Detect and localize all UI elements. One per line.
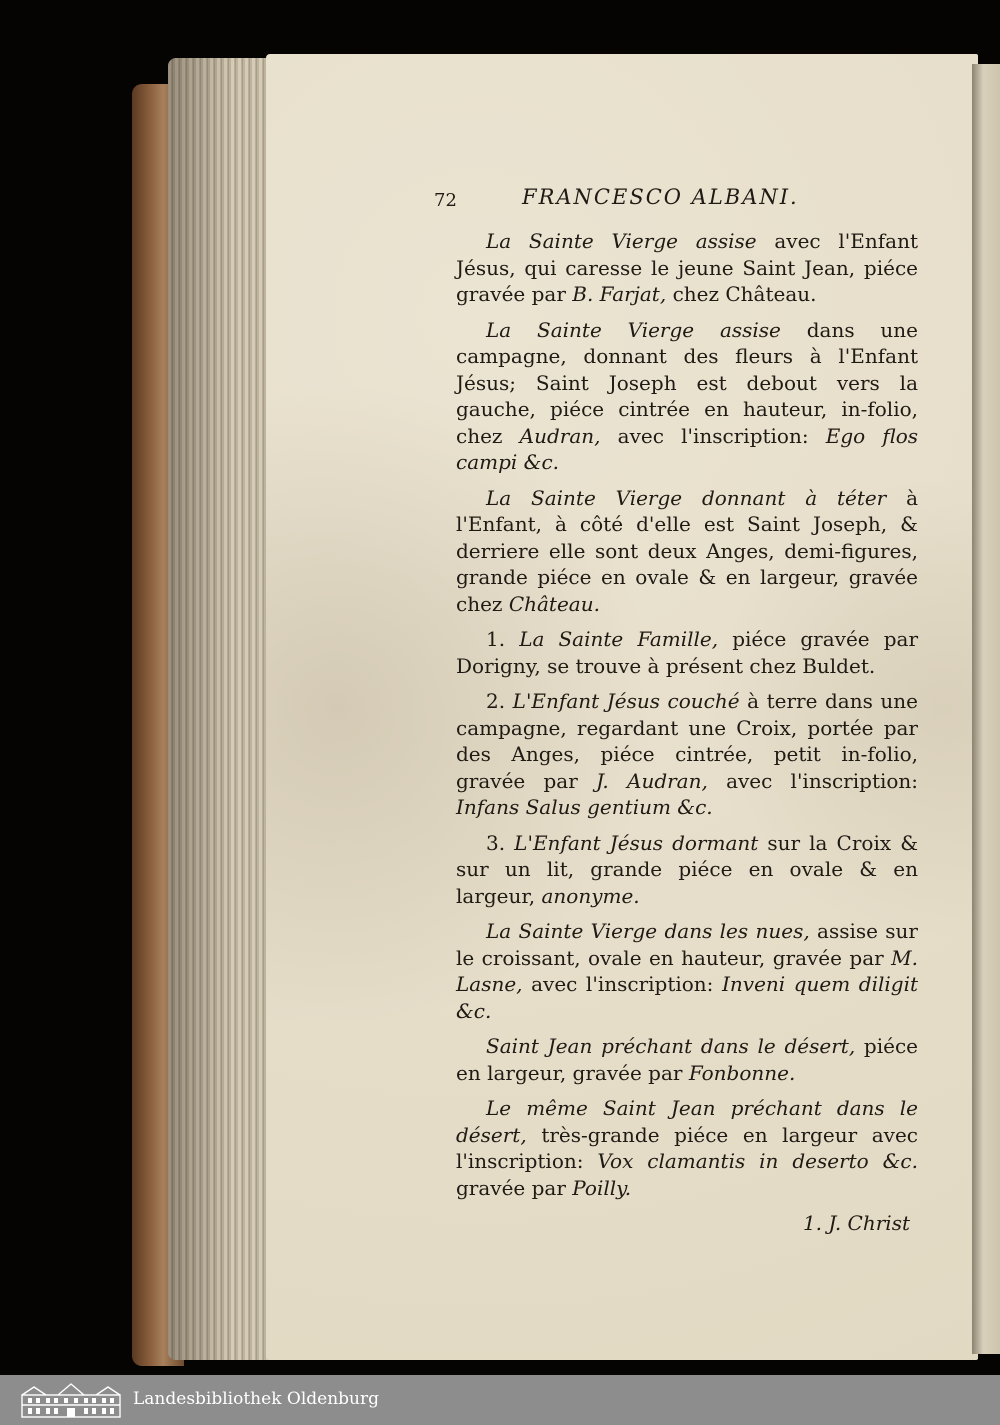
catalog-entry — [456, 317, 918, 476]
library-footer — [0, 1375, 1000, 1425]
entry-title: La Sainte Vierge donnant à téter — [486, 485, 887, 510]
entry-engraver: J. Audran, — [595, 768, 708, 793]
entry-text: piéce en largeur, gravée par — [456, 1034, 918, 1085]
entry-title: La Sainte Famille, — [519, 627, 719, 651]
entry-title: La Sainte Vierge assise — [486, 229, 757, 253]
entry-tail: gravée par — [456, 1175, 566, 1200]
catalog-entry — [456, 228, 918, 308]
entry-inscription: Inveni quem diligit &c. — [456, 972, 919, 1023]
running-title: FRANCESCO ALBANI. — [522, 185, 799, 209]
entry-text: à l'Enfant, à côté d'elle est Saint Joseph, & derriere elle sont deux Anges, demi-figures, grande piéce en ovale & en largeur, gravée chez — [456, 485, 919, 616]
library-name: Landesbibliothek Oldenburg — [133, 1389, 380, 1409]
page-edges-shadow — [168, 58, 276, 1360]
entry-engraver: anonyme. — [541, 883, 640, 908]
entry-title: La Sainte Vierge assise — [486, 317, 781, 342]
entry-text: sur la Croix & sur un lit, grande piéce en ovale & en largeur, — [456, 830, 918, 908]
entry-number: 3. — [486, 830, 506, 855]
catalog-entry — [456, 918, 918, 1024]
page-header — [434, 180, 918, 211]
entry-engraver: Poilly. — [572, 1175, 632, 1200]
library-building-icon — [20, 1381, 122, 1419]
entry-engraver: Fonbonne. — [688, 1060, 796, 1085]
entry-number: 1. — [486, 627, 506, 651]
entry-title: L'Enfant Jésus couché — [512, 689, 740, 713]
entry-inscription: Vox clamantis in deserto &c. — [597, 1149, 918, 1173]
entry-text: très-grande piéce en largeur avec l'inscription: — [456, 1122, 919, 1173]
entry-text: à terre dans une campagne, regardant une Croix, portée par des Anges, piéce cintrée, petit in-folio, gravée par — [456, 689, 919, 793]
entry-tail: avec l'inscription: — [531, 972, 714, 996]
catchword: 1. J. Christ — [802, 1211, 910, 1235]
entry-number: 2. — [486, 689, 506, 713]
entry-inscription: Ego flos campi &c. — [456, 423, 919, 474]
entry-engraver: M. Lasne, — [456, 945, 918, 996]
entry-title: Saint Jean préchant dans le désert, — [486, 1034, 856, 1058]
entry-title: La Sainte Vierge dans les nues, — [486, 919, 810, 943]
entry-text: dans une campagne, donnant des fleurs à l'Enfant Jésus; Saint Joseph est debout vers la gauche, piéce cintrée en hauteur, in-folio, chez — [456, 317, 919, 448]
catalog-entry — [456, 1095, 918, 1201]
entry-title: Le même Saint Jean préchant dans le désert, — [456, 1096, 918, 1147]
entry-tail: chez Château. — [672, 282, 817, 306]
facing-page-edge — [972, 64, 1000, 1354]
entry-engraver: B. Farjat, — [572, 282, 667, 306]
entry-text: piéce gravée par Dorigny, se trouve à présent chez Buldet. — [456, 627, 918, 678]
page-number: 72 — [434, 190, 457, 211]
entry-tail: avec l'inscription: — [726, 768, 919, 793]
entry-title: L'Enfant Jésus dormant — [514, 830, 759, 855]
catalog-entry — [456, 830, 918, 910]
entry-tail: avec l'inscription: — [617, 423, 809, 448]
catalog-entry — [456, 626, 918, 679]
entry-text: assise sur le croissant, ovale en hauteur, gravée par — [456, 919, 918, 970]
entry-engraver: Audran, — [519, 423, 601, 448]
catalog-entry — [456, 485, 918, 618]
entry-text: avec l'Enfant Jésus, qui caresse le jeune Saint Jean, piéce gravée par — [456, 229, 918, 306]
catalog-entry — [456, 688, 918, 821]
entry-inscription: Infans Salus gentium &c. — [456, 795, 713, 819]
entry-engraver: Château. — [508, 591, 600, 616]
catalog-entry — [456, 1033, 918, 1086]
page-text — [434, 180, 919, 1237]
